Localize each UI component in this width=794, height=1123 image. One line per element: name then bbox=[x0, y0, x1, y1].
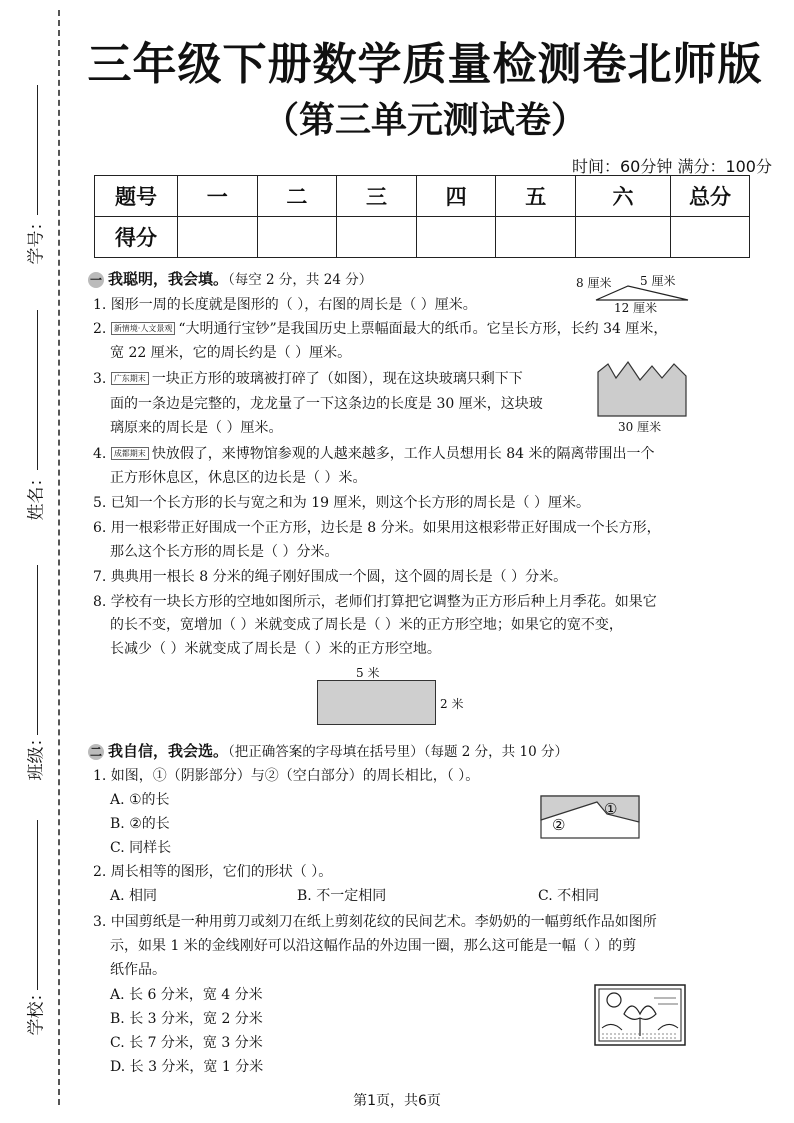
score-cell: 六 bbox=[576, 176, 671, 217]
school-label: 学校： bbox=[26, 984, 47, 1036]
time-info: 时间：60分钟 满分：100分 bbox=[572, 157, 772, 176]
s2-q3-option-d[interactable]: D. 长 3 分米，宽 1 分米 bbox=[110, 1059, 264, 1075]
s2-q3-option-b[interactable]: B. 长 3 分米，宽 2 分米 bbox=[110, 1011, 263, 1027]
score-input-cell[interactable] bbox=[337, 217, 417, 258]
s2-q2-option-c[interactable]: C. 不相同 bbox=[538, 888, 600, 904]
score-cell: 总分 bbox=[671, 176, 750, 217]
s1-q8-cont1: 的长不变，宽增加（ ）米就变成了周长是（ ）米的正方形空地；如果它的宽不变， bbox=[110, 617, 623, 633]
s1-q1: 1. 图形一周的长度就是图形的（ ），右图的周长是（ ）厘米。 bbox=[93, 297, 477, 313]
s2-q1-option-b[interactable]: B. ②的长 bbox=[110, 816, 170, 832]
s2-q3-cont1: 示，如果 1 米的金线刚好可以沿这幅作品的外边围一圈，那么这可能是一幅（ ）的剪 bbox=[110, 938, 637, 954]
score-input-cell[interactable] bbox=[496, 217, 576, 258]
s1-q4-cont: 正方形休息区，休息区的边长是（ ）米。 bbox=[110, 470, 367, 486]
s1-q2-cont: 宽 22 厘米，它的周长约是（ ）厘米。 bbox=[110, 345, 352, 361]
score-cell: 四 bbox=[416, 176, 496, 217]
s2-q2-option-b[interactable]: B. 不一定相同 bbox=[297, 888, 387, 904]
s1-q3-text: 一块正方形的玻璃被打碎了（如图），现在这块玻璃只剩下下 bbox=[151, 371, 523, 387]
q2-tag: 新情境·人文景观 bbox=[111, 322, 176, 335]
q1-fig-label-b: 5 厘米 bbox=[640, 274, 676, 288]
score-table bbox=[94, 175, 750, 258]
score-input-cell[interactable] bbox=[178, 217, 258, 258]
broken-glass-figure bbox=[596, 360, 688, 418]
fig-region-two: ② bbox=[552, 816, 566, 834]
section2-heading bbox=[88, 740, 568, 761]
score-input-cell[interactable] bbox=[416, 217, 496, 258]
s2-q1: 1. 如图，①（阴影部分）与②（空白部分）的周长相比，（ ）。 bbox=[93, 768, 480, 784]
binding-dashed-line bbox=[58, 10, 60, 1105]
s1-q6-cont: 那么这个长方形的周长是（ ）分米。 bbox=[110, 544, 339, 560]
land-fig-right-label: 2 米 bbox=[440, 697, 464, 711]
s1-q8-cont2: 长减少（ ）米就变成了周长是（ ）米的正方形空地。 bbox=[110, 641, 441, 657]
page-subtitle: （第三单元测试卷） bbox=[262, 100, 587, 141]
s1-q2: 2. 新情境·人文景观 “大明通行宝钞”是我国历史上票幅面最大的纸币。它呈长方形，长约 34 厘米， bbox=[93, 321, 668, 337]
s1-q7: 7. 典典用一根长 8 分米的绳子刚好围成一个圆，这个圆的周长是（ ）分米。 bbox=[93, 569, 568, 585]
glass-fig-label: 30 厘米 bbox=[618, 420, 662, 434]
student-no-label: 学号： bbox=[26, 213, 47, 265]
s1-q3-cont2: 璃原来的周长是（ ）厘米。 bbox=[110, 420, 283, 436]
fig-region-one: ① bbox=[604, 800, 618, 818]
s2-q3-cont2: 纸作品。 bbox=[110, 962, 166, 978]
name-label: 姓名： bbox=[26, 469, 47, 521]
section1-number: 一 bbox=[89, 273, 102, 287]
s1-q4: 4. 成都期末 快放假了，来博物馆参观的人越来越多，工作人员想用长 84 米的隔离带围出一个 bbox=[93, 446, 655, 462]
class-line bbox=[37, 565, 38, 735]
student-no-line bbox=[37, 85, 38, 215]
s2-q2: 2. 周长相等的图形，它们的形状（ ）。 bbox=[93, 864, 333, 880]
score-table-header-row bbox=[95, 176, 750, 217]
q1-fig-label-c: 12 厘米 bbox=[614, 301, 658, 315]
land-fig-top-label: 5 米 bbox=[356, 666, 380, 680]
s1-q4-text: 快放假了，来博物馆参观的人越来越多，工作人员想用长 84 米的隔离带围出一个 bbox=[151, 446, 655, 462]
section1-heading bbox=[88, 268, 372, 289]
s2-q3-option-a[interactable]: A. 长 6 分米，宽 4 分米 bbox=[110, 987, 263, 1003]
page-footer: 第1页，共6页 bbox=[353, 1093, 441, 1109]
s2-q3: 3. 中国剪纸是一种用剪刀或刻刀在纸上剪刻花纹的民间艺术。李奶奶的一幅剪纸作品如图所 bbox=[93, 914, 657, 930]
paper-cut-figure bbox=[594, 984, 686, 1046]
s2-q2-option-a[interactable]: A. 相同 bbox=[110, 888, 158, 904]
score-cell: 二 bbox=[257, 176, 337, 217]
section1-note: （每空 2 分，共 24 分） bbox=[228, 272, 373, 288]
score-cell: 得分 bbox=[95, 217, 178, 258]
score-table-score-row bbox=[95, 217, 750, 258]
score-cell: 一 bbox=[178, 176, 258, 217]
s2-q3-option-c[interactable]: C. 长 7 分米，宽 3 分米 bbox=[110, 1035, 263, 1051]
score-input-cell[interactable] bbox=[257, 217, 337, 258]
s2-q1-option-a[interactable]: A. ①的长 bbox=[110, 792, 170, 808]
class-label: 班级： bbox=[26, 729, 47, 781]
s1-q8: 8. 学校有一块长方形的空地如图所示，老师们打算把它调整为正方形后种上月季花。如果它 bbox=[93, 594, 657, 610]
page-title: 三年级下册数学质量检测卷北师版 bbox=[87, 39, 763, 90]
section2-note: （把正确答案的字母填在括号里）（每题 2 分，共 10 分） bbox=[228, 744, 568, 760]
score-input-cell[interactable] bbox=[576, 217, 671, 258]
s1-q3: 3. 广东期末 一块正方形的玻璃被打碎了（如图），现在这块玻璃只剩下下 bbox=[93, 371, 523, 387]
score-cell: 三 bbox=[337, 176, 417, 217]
q3-tag: 广东期末 bbox=[111, 372, 149, 385]
q4-tag: 成都期末 bbox=[111, 447, 149, 460]
score-cell: 题号 bbox=[95, 176, 178, 217]
s1-q3-cont1: 面的一条边是完整的，龙龙量了一下这条边的长度是 30 厘米，这块玻 bbox=[110, 396, 543, 412]
s1-q6: 6. 用一根彩带正好围成一个正方形，边长是 8 分米。如果用这根彩带正好围成一个长方形， bbox=[93, 520, 661, 536]
s2-q1-option-c[interactable]: C. 同样长 bbox=[110, 840, 172, 856]
section2-title: 我自信，我会选。 bbox=[108, 742, 229, 760]
section2-number: 二 bbox=[89, 745, 102, 759]
s1-q5: 5. 已知一个长方形的长与宽之和为 19 厘米，则这个长方形的周长是（ ）厘米。 bbox=[93, 495, 590, 511]
name-line bbox=[37, 310, 38, 470]
rectangle-land-figure bbox=[317, 680, 436, 725]
s1-q2-text: “大明通行宝钞”是我国历史上票幅面最大的纸币。它呈长方形，长约 34 厘米， bbox=[178, 321, 668, 337]
score-input-cell[interactable] bbox=[671, 217, 750, 258]
section1-title: 我聪明，我会填。 bbox=[108, 270, 229, 288]
q1-fig-label-a: 8 厘米 bbox=[576, 276, 612, 290]
school-line bbox=[37, 820, 38, 990]
score-cell: 五 bbox=[496, 176, 576, 217]
